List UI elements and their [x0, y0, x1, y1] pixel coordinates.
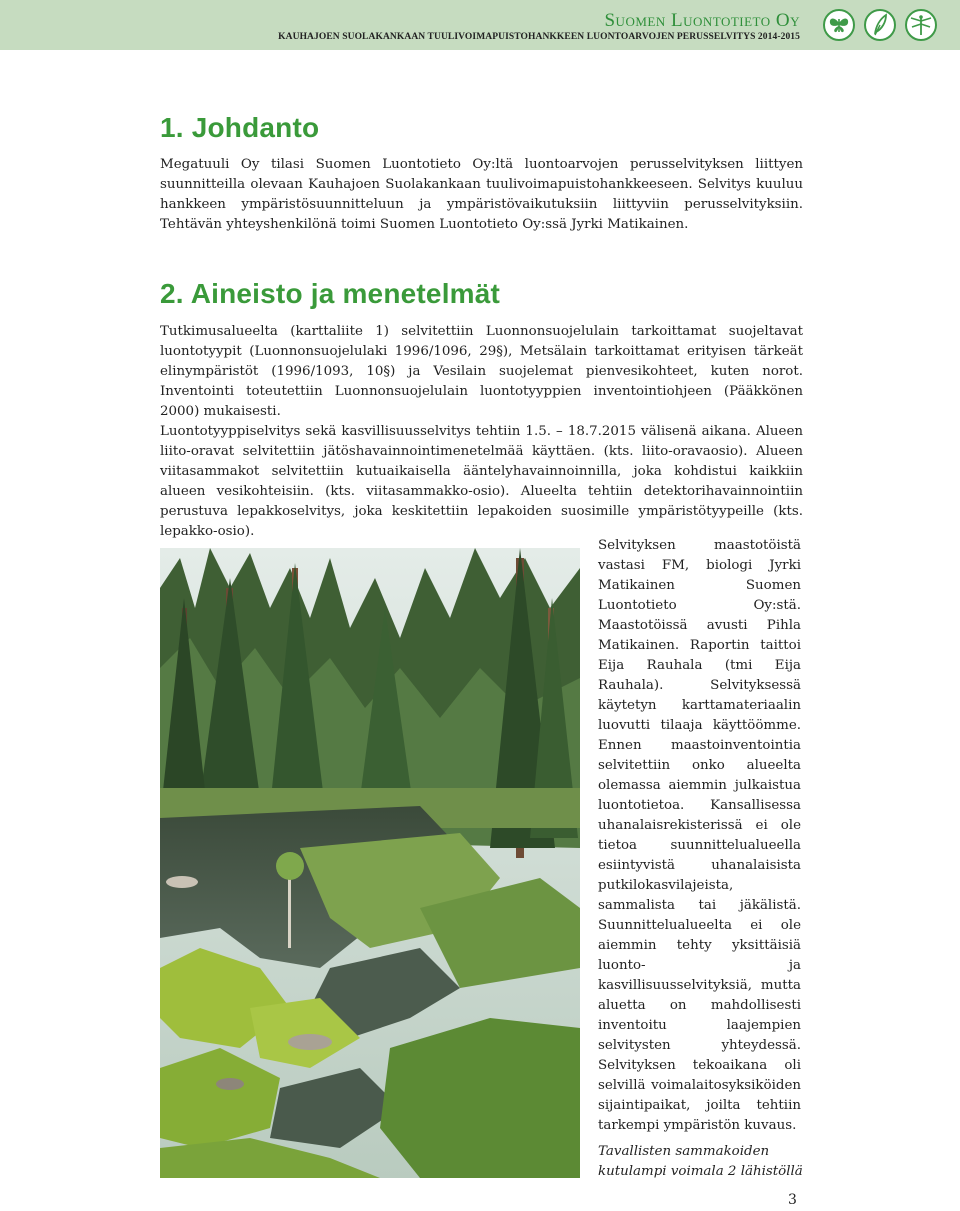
- section-1-title: 1. Johdanto: [160, 112, 320, 143]
- methods-paragraph-2: Luontotyyppiselvitys sekä kasvillisuusselvitys tehtiin 1.5. – 18.7.2015 välisenä aikana. Alueen liito-oravat selvitettiin jätöshavainnointimenetelmää käyttäen. (kts. liito-oravaosio). Alueen viitasammakot selvitettiin kutuaikaisella ääntelyhavainnoinnilla, joka kohdistui kaikkiin alueen vesikohteisiin. (kts. viitasammakko-osio). Alueelta tehtiin detektorihavainnointiin perustuva lepakkoselvitys, joka keskitettiin lepakoiden suosimille ympäristötyypeille (kts. lepakko-osio).: [160, 424, 803, 539]
- header-band: [0, 0, 960, 50]
- report-title: KAUHAJOEN SUOLAKANKAAN TUULIVOIMAPUISTOHANKKEEN LUONTOARVOJEN PERUSSELVITYS 2014-2015: [278, 32, 800, 42]
- page-number: 3: [788, 1192, 797, 1208]
- intro-paragraph: Megatuuli Oy tilasi Suomen Luontotieto Oy:ltä luontoarvojen perusselvityksen liittyen suunnitteilla olevaan Kauhajoen Suolakankaan tuulivoimapuistohankkeeseen. Selvitys kuuluu hankkeen ympäristösuunnitteluun ja ympäristövaikutuksiin liittyviin perusselvityksiin. Tehtävän yhteyshenkilönä toimi Suomen Luontotieto Oy:ssä Jyrki Matikainen.: [160, 157, 803, 232]
- section-2-title: 2. Aineisto ja menetelmät: [160, 278, 501, 309]
- butterfly-icon: [823, 9, 855, 41]
- leaf-icon: [864, 9, 896, 41]
- pond-photo: [160, 548, 580, 1178]
- side-column-text: Selvityksen maastotöistä vastasi FM, biologi Jyrki Matikainen Suomen Luontotieto Oy:stä. Maastotöissä avusti Pihla Matikainen. Raportin taittoi Eija Rauhala (tmi Eija Rauhala). Selvityksessä käytetyn karttamateriaalin luovutti tilaaja käyttöömme. Ennen maastoinventointia selvitettiin onko alueelta olemassa aiemmin julkaistua luontotietoa. Kansallisessa uhanalaisrekisterissä ei ole tietoa suunnittelualueella esiintyvistä uhanalaisista putkilokasvilajeista, sammalista tai jäkälistä. Suunnittelualueelta ei ole aiemmin tehty yksittäisiä luonto- ja kasvillisuusselvityksiä, mutta aluetta on mahdollisesti inventoitu laajempien selvitysten yhteydessä. Selvityksen tekoaikana oli selvillä voimalaitosyksiköiden sijaintipaikat, joilta tehtiin tarkempi ympäristön kuvaus.: [598, 538, 801, 1133]
- photo-caption: Tavallisten sammakoiden kutulampi voimala 2 lähistöllä: [598, 1144, 803, 1179]
- dragonfly-icon: [905, 9, 937, 41]
- methods-paragraph-1: Tutkimusalueelta (karttaliite 1) selvitettiin Luonnonsuojelulain tarkoittamat suojeltavat luontotyypit (Luonnonsuojelulaki 1996/1096, 29§), Metsälain tarkoittamat erityisen tärkeät elinympäristöt (1996/1093, 10§) ja Vesilain suojelemat pienvesikohteet, kuten norot. Inventointi toteutettiin Luonnonsuojelulain luontotyyppien inventointiohjeen (Pääkkönen 2000) mukaisesti.: [160, 324, 803, 419]
- company-name: Suomen Luontotieto Oy: [604, 10, 800, 31]
